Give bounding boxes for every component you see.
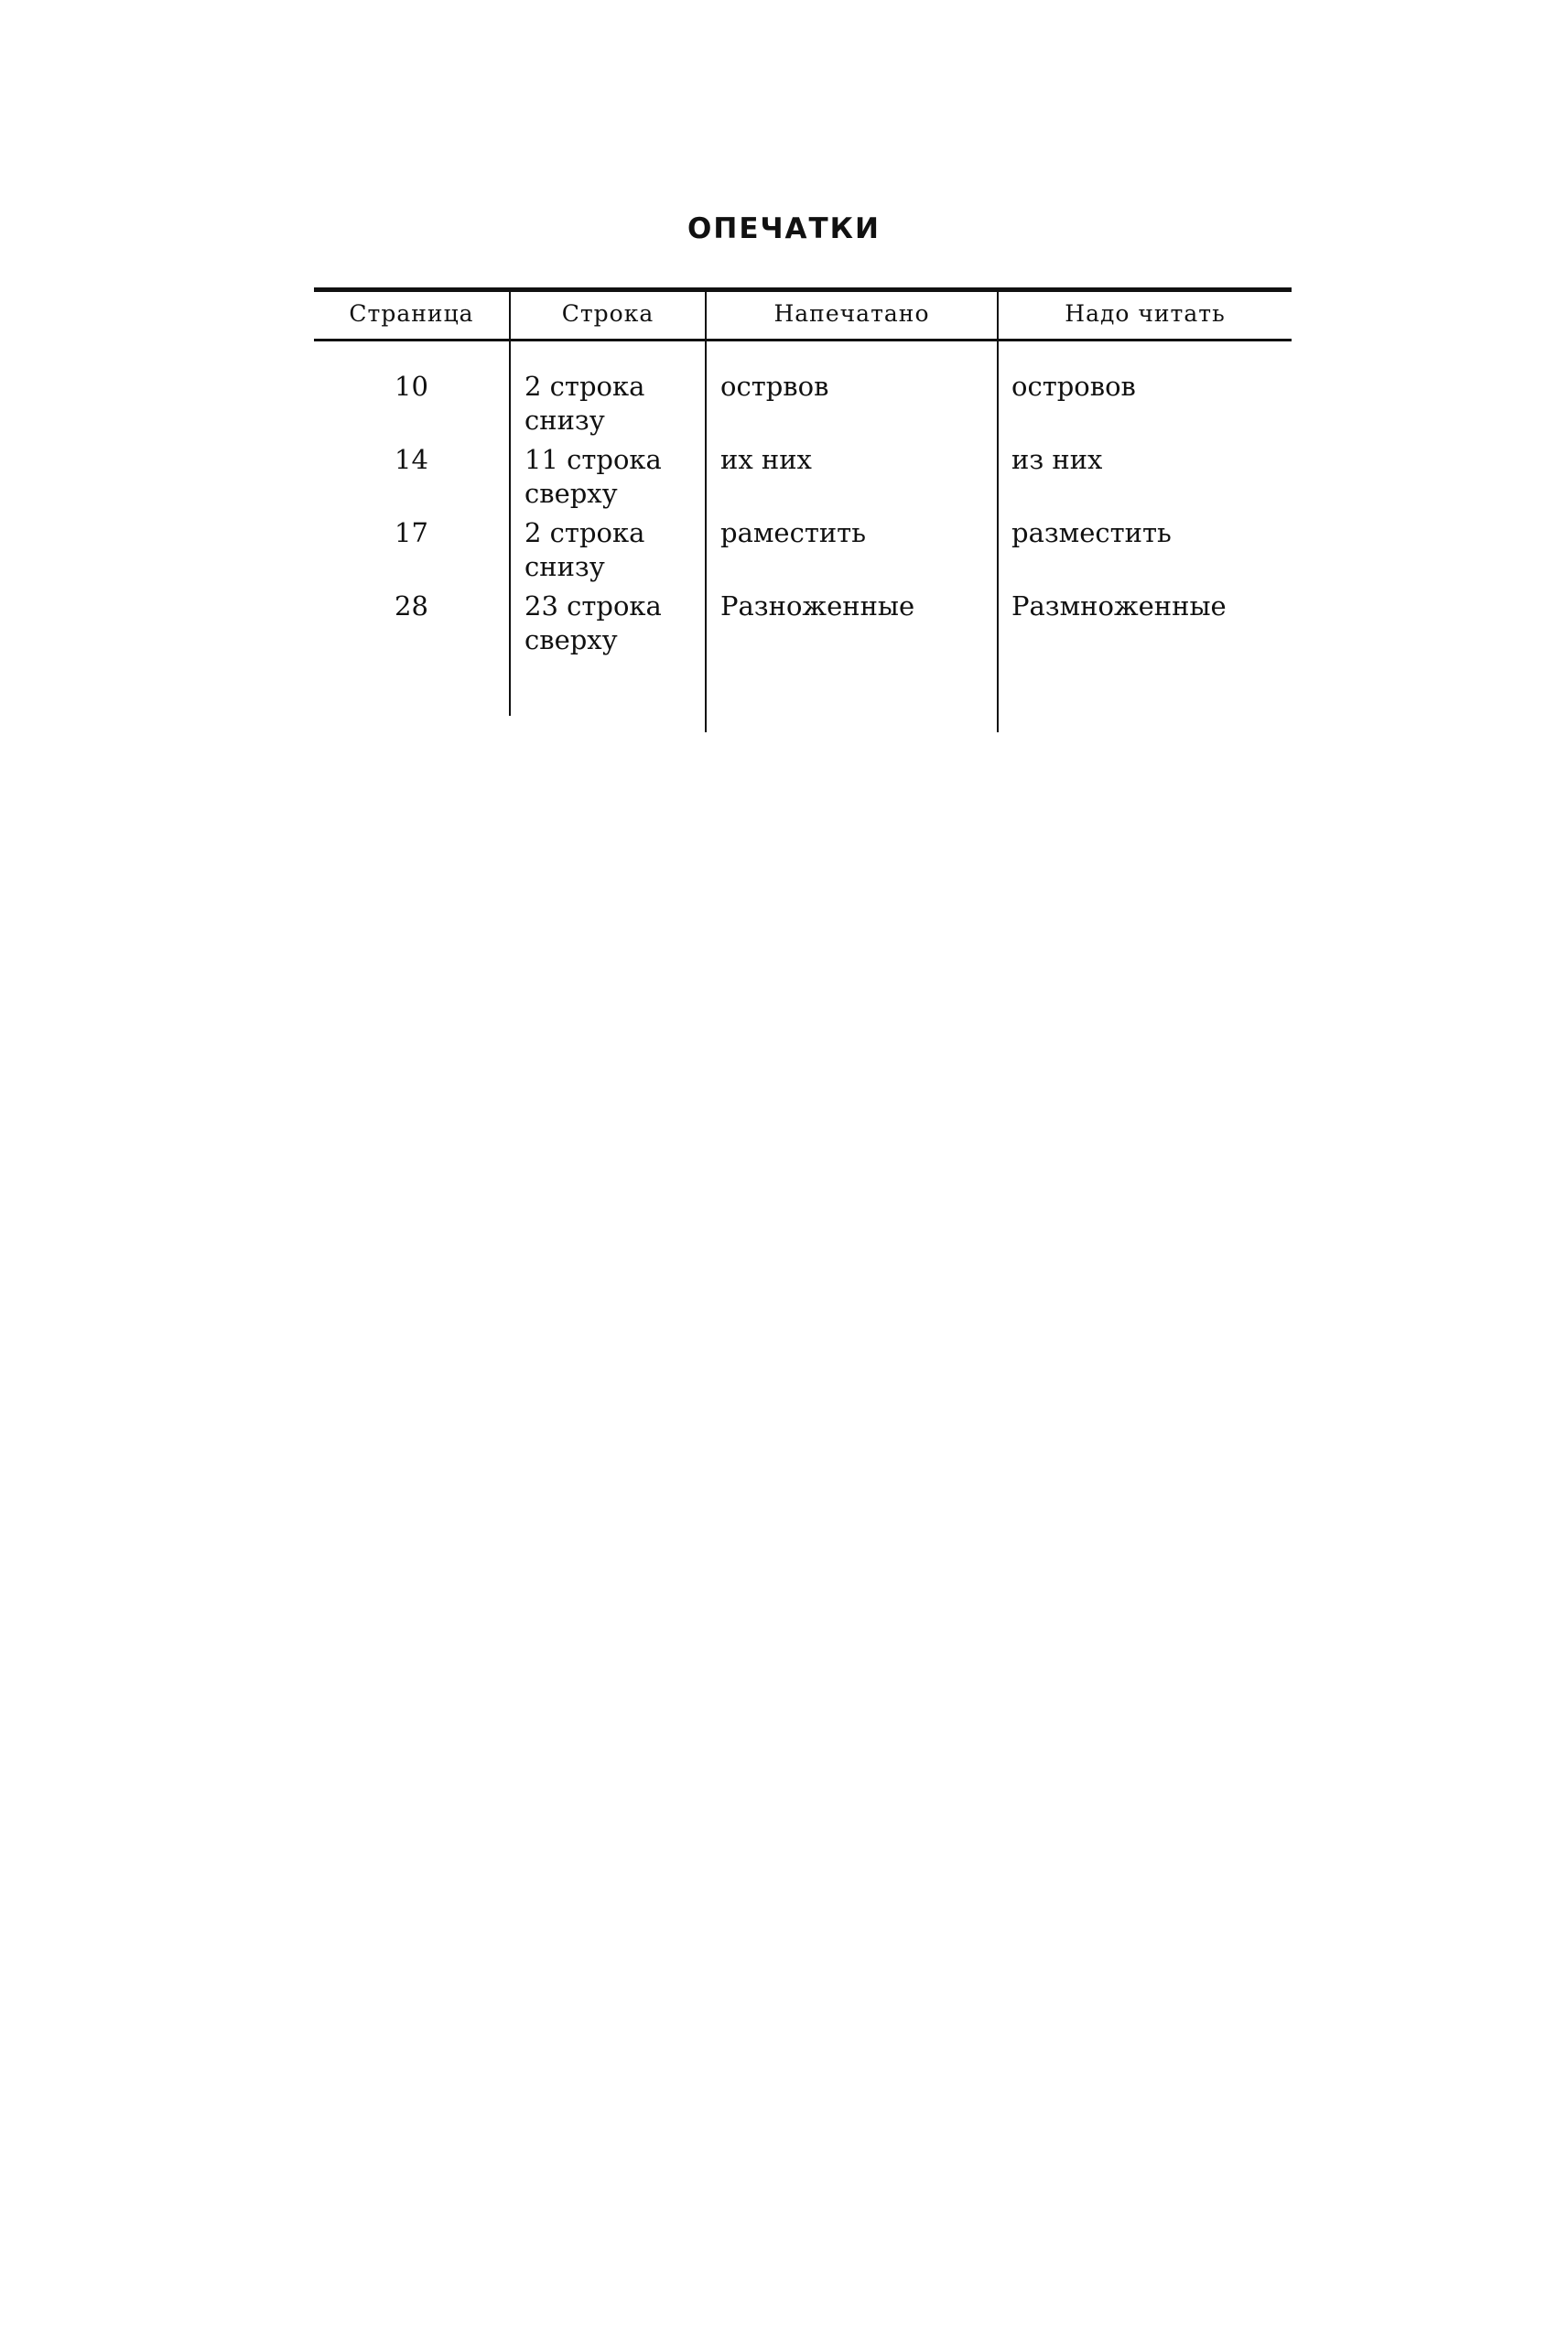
cell-line-number: 23 строка xyxy=(524,590,662,622)
cell-correct: островов xyxy=(1011,371,1136,402)
cell-line-number: 2 строка xyxy=(524,371,645,402)
cell-line xyxy=(524,370,698,438)
cell-correct: из них xyxy=(1011,444,1103,475)
cell-page: 10 xyxy=(395,371,428,402)
table-top-rule xyxy=(314,287,1292,292)
cell-line xyxy=(524,516,698,584)
cell-line-position: сверху xyxy=(524,624,618,655)
cell-line-position: сверху xyxy=(524,478,618,509)
table-row xyxy=(314,370,1292,443)
column-header-line: Строка xyxy=(561,300,654,327)
cell-page: 17 xyxy=(395,517,428,548)
cell-printed: раместить xyxy=(720,517,867,548)
cell-line-position: снизу xyxy=(524,551,605,582)
table-header-rule xyxy=(314,339,1292,341)
page-title: ОПЕЧАТКИ xyxy=(687,212,881,245)
cell-correct: разместить xyxy=(1011,517,1172,548)
cell-line-number: 11 строка xyxy=(524,444,662,475)
table-row xyxy=(314,589,1292,663)
cell-printed: острвов xyxy=(720,371,829,402)
cell-printed: Разноженные xyxy=(720,590,915,622)
column-header-correct: Надо читать xyxy=(1065,300,1226,327)
column-header-printed: Напечатано xyxy=(773,300,930,327)
cell-correct: Размноженные xyxy=(1011,590,1227,622)
errata-table xyxy=(314,287,1292,732)
table-row xyxy=(314,443,1292,516)
cell-page: 14 xyxy=(395,444,428,475)
cell-line-number: 2 строка xyxy=(524,517,645,548)
cell-line-position: снизу xyxy=(524,405,605,436)
column-header-page: Страница xyxy=(349,300,474,327)
cell-line xyxy=(524,589,698,657)
cell-line xyxy=(524,443,698,511)
cell-page: 28 xyxy=(395,590,428,622)
table-row xyxy=(314,516,1292,589)
cell-printed: их них xyxy=(720,444,812,475)
